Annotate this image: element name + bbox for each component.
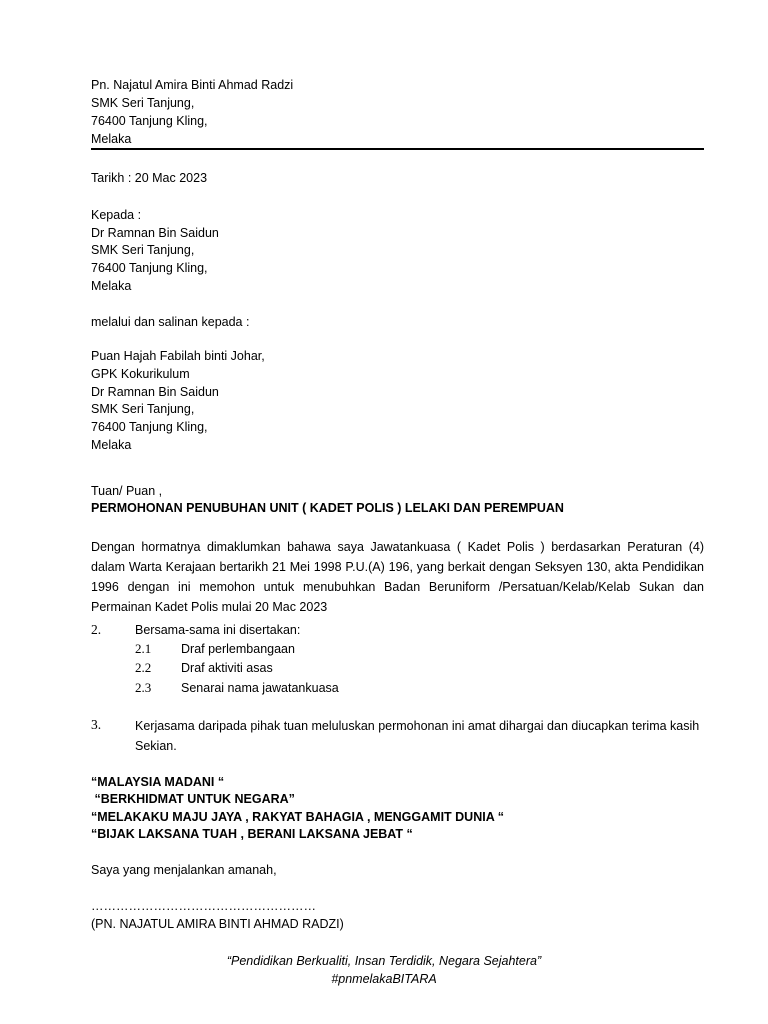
- cc-role: GPK Kokurikulum: [91, 367, 190, 381]
- sender-name: Pn. Najatul Amira Binti Ahmad Radzi: [91, 78, 294, 92]
- cc-state: Melaka: [91, 438, 132, 452]
- section2-number: 2.: [91, 622, 102, 637]
- section3-text: Kerjasama daripada pihak tuan meluluskan permohonan ini amat dihargai dan diucapkan terima kasih Sekian.: [135, 719, 700, 753]
- closing-line: Saya yang menjalankan amanah,: [91, 863, 277, 877]
- sender-school: SMK Seri Tanjung,: [91, 96, 195, 110]
- footer-motto: “Pendidikan Berkualiti, Insan Terdidik, Negara Sejahtera”: [226, 954, 542, 968]
- section3-number: 3.: [91, 717, 102, 732]
- recipient-school: SMK Seri Tanjung,: [91, 243, 195, 257]
- cc-address: 76400 Tanjung Kling,: [91, 420, 208, 434]
- slogan-line: “MALAYSIA MADANI “: [91, 775, 225, 789]
- signature-name: (PN. NAJATUL AMIRA BINTI AHMAD RADZI): [91, 917, 344, 931]
- slogan-line: “MELAKAKU MAJU JAYA , RAKYAT BAHAGIA , MENGGAMIT DUNIA “: [91, 810, 504, 824]
- item-text: Senarai nama jawatankuasa: [181, 681, 339, 695]
- slogan-line: “BERKHIDMAT UNTUK NEGARA”: [91, 792, 295, 806]
- item-number: 2.1: [135, 641, 152, 656]
- date-line: Tarikh : 20 Mac 2023: [91, 171, 208, 185]
- slogan-line: “BIJAK LAKSANA TUAH , BERANI LAKSANA JEBAT “: [91, 827, 413, 841]
- salutation: Tuan/ Puan ,: [91, 484, 163, 498]
- sender-address: 76400 Tanjung Kling,: [91, 114, 208, 128]
- footer-hashtag: #pnmelakaBITARA: [331, 972, 437, 986]
- recipient-state: Melaka: [91, 279, 132, 293]
- sender-state: Melaka: [91, 132, 132, 146]
- subject-line: PERMOHONAN PENUBUHAN UNIT ( KADET POLIS ) LELAKI DAN PEREMPUAN: [91, 501, 564, 515]
- recipient-label: Kepada :: [91, 208, 142, 222]
- item-number: 2.2: [135, 660, 152, 675]
- cc-name2: Dr Ramnan Bin Saidun: [91, 385, 219, 399]
- cc-school: SMK Seri Tanjung,: [91, 402, 195, 416]
- item-text: Draf aktiviti asas: [181, 661, 273, 675]
- header-divider: [91, 148, 704, 150]
- paragraph-intro: Dengan hormatnya dimaklumkan bahawa saya Jawatankuasa ( Kadet Polis ) berdasarkan Peraturan (4) dalam Warta Kerajaan bertarikh 21 Mei 1998 P.U.(A) 196, yang berkait dengan Seksyen 130, akta Pendidikan 1996 dengan ini memohon untuk menubuhkan Badan Beruniform /Persatuan/Kelab/Kelab Sukan dan Permainan Kadet Polis mulai 20 Mac 2023: [91, 540, 704, 614]
- item-text: Draf perlembangaan: [181, 642, 295, 656]
- cc-label: melalui dan salinan kepada :: [91, 315, 250, 329]
- section2-title: Bersama-sama ini disertakan:: [135, 623, 301, 637]
- recipient-name: Dr Ramnan Bin Saidun: [91, 226, 219, 240]
- signature-line: ………………………………………………: [91, 899, 316, 913]
- recipient-address: 76400 Tanjung Kling,: [91, 261, 208, 275]
- item-number: 2.3: [135, 680, 152, 695]
- cc-name: Puan Hajah Fabilah binti Johar,: [91, 349, 265, 363]
